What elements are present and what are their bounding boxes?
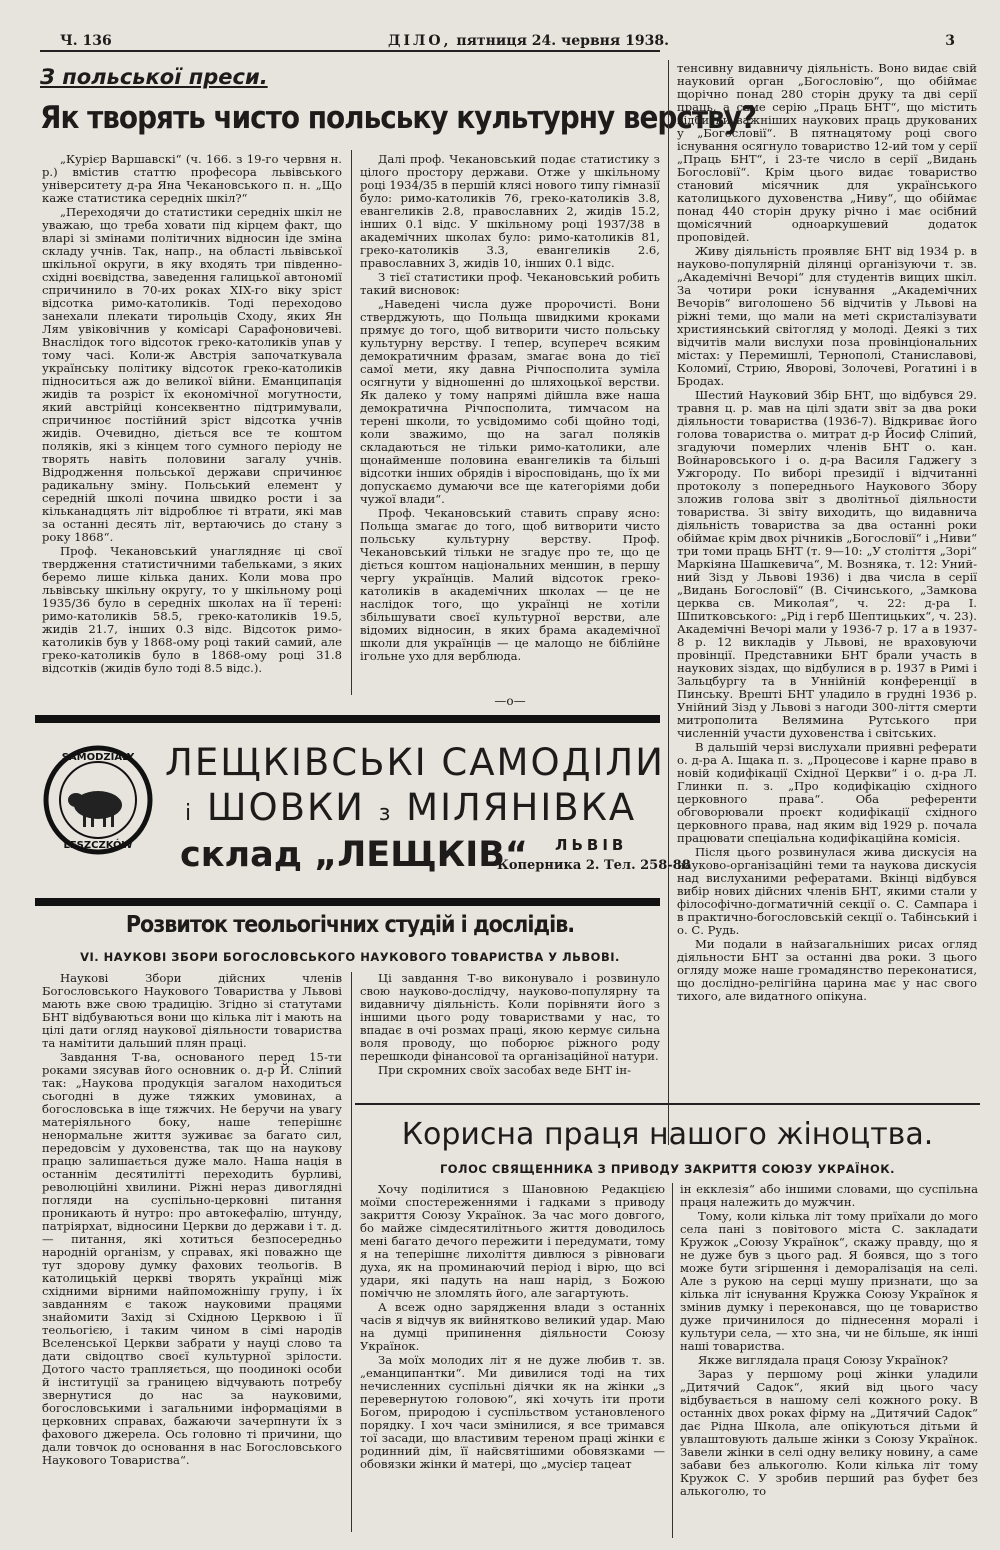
article2-column-2	[360, 972, 660, 1102]
article3-subhead: ГОЛОС СВЯЩЕННИКА З ПРИВОДУ ЗАКРИТТЯ СОЮЗУ УКРАЇНОК.	[439, 1162, 896, 1176]
sheep-seal-logo-icon	[43, 745, 153, 855]
paragraph: При скромних своїх засобах веде БНТ ін-	[378, 1063, 632, 1077]
paragraph: Хочу поділитися з Шановною Редакцією моїми спостереженнями і гадками з приводу закриття Союзу Українок. За час мого довгого, бо майже сімдесятилітнього життя доводилось мені багато дечого пережити і передумати, тому я на теперішнє лихоліття дивлюся з рівноваги духа, як на проминаючий період і вірю, що всі удари, які падуть на наш нарід, з Божою поміччю не зломлять його, але загартують.	[360, 1183, 665, 1300]
article-divider: —о—	[494, 694, 526, 708]
paragraph: Тому, коли кілька літ тому приїхали до мого села пані з повітового міста С. закладати Кружок „Союзу Українок“, скажу правду, що я не дуже був з цього рад. Я боявся, що з того може бути згіршення і деморалізація на селі. Але з рукою на серці мушу признати, що за кілька літ існування Кружка Союзу Українок я змінив думку і переконався, що це товариство дуже причинилося до піднесення моралі і культури села, — хто зна, чи не більше, як інші наші товариства.	[680, 1209, 978, 1353]
svg-text:LESZCZKÓW: LESZCZKÓW	[63, 840, 133, 851]
ad-word: МІЛЯНІВКА	[406, 786, 637, 829]
paragraph: ін екклезія“ або іншими словами, що суспільна праця належить до мужчин.	[680, 1183, 978, 1209]
advertisement	[35, 715, 691, 906]
right-column-continuation	[677, 62, 977, 1140]
article1-column-2	[360, 153, 660, 693]
header-rule	[40, 50, 660, 52]
article1-headline: Як творять чисто польську культурну верству?	[40, 100, 757, 136]
paragraph: Живу діяльність проявляє БНТ від 1934 р. в науково-популярній ділянці організуючи т. зв. „Академічні Вечорі“ для студентів вищих шкіл. За чотири роки існування „Академічних Вечорів“ виголошено 56 відчитів у Львові на ріжні теми, що мали на меті скристалізувати християнський світогляд у молоді. Деякі з тих відчитів мали вислухи поза провінціональних містах: у Перемишлі, Тернополі, Станиславові, Коломиї, Стрию, Яворові, Золочеві, Рогатині і в Бродах.	[677, 244, 977, 388]
paragraph: тенсивну видавничу діяльність. Воно видає свій науковий орган „Богословію“, що обіймає щорічно понад 280 сторін друку та дві серії праць, а саме серію „Праць БНТ“, що містить відбитки важніших наукових праць друкованих у „Богословії“. В пятнацятому році свого існування осягнуло товариство 12-ий том у серії „Праць БНТ“, і 23-те число в серії „Видань Богословії“. Крім цього видає товариство становий місячник для українського католицького духовенства „Ниву“, що обіймає понад 440 сторін друку річно і має осібний щомісячний одноаркушевий додаток проповідей.	[677, 62, 977, 244]
ad-store-name: склад „ЛЕЩКІВ“	[180, 835, 528, 875]
ad-word: ШОВКИ	[206, 786, 365, 829]
paragraph: Шестий Науковий Збір БНТ, що відбувся 29. травня ц. р. мав на цілі здати звіт за два роки діяльности товариства (1936-7). Відкриває його голова товариства о. митрат д-р Йосиф Сліпий, згадуючи померлих членів БНТ о. кан. Войнаровського і о. д-ра Василя Гаджегу з Ужгороду. По виборі президії і відчитанні протоколу з попереднього Наукового Збору зложив голова звіт з дволітньої діяльности товариства. Зі звіту виходить, що видавнича діяльність товариства за два останні роки обіймає крім двох річників „Богословії“ і „Ниви“ три томи праць БНТ (т. 9—10: „У століття „Зорі“ Маркіяна Шашкевича“, М. Возняка, т. 12: Уний-ний Зізд у Львові 1936) і два числа в серії „Видань Богословії“ (В. Січинського, „Замкова церква св. Миколая“, ч. 22: д-ра І. Шпитковського: „Рід і герб Шептицьких“, ч. 23). Академічні Вечорі мали у 1936-7 р. 17 а в 1937-8 р. 12 викладів у Львові, не враховуючи провінції. Представники БНТ брали участь в наукових зіздах, що відбулися в р. 1937 в Римі і Зальцбургу та в Уннійній конференції в Пинську. Врешті БНТ уладило в грудні 1936 р. Унійний Зізд у Львові з нагоди 300-ліття смерти митрополита Велямина Рутського при численній участи духовенства і світських.	[677, 388, 977, 740]
column-rule	[668, 60, 669, 1145]
ad-word: з	[378, 801, 393, 826]
column-rule	[672, 1183, 673, 1538]
article3-headline: Корисна праця нашого жіноцтва.	[401, 1117, 934, 1152]
ad-line-2	[185, 786, 636, 829]
paragraph: Наукові Збори дійсних членів Богословського Наукового Товариства у Львові мають вже свою традицію. Згідно зі статутами БНТ відбуваються вони що кілька літ і мають на цілі дати огляд наукової діяльности товариства та намітити дальший плян праці.	[42, 972, 342, 1050]
masthead-title: ДІЛО,	[388, 33, 452, 49]
paragraph: Якже виглядала праця Союзу Українок?	[698, 1353, 948, 1367]
section-label: З польської преси.	[40, 65, 268, 89]
article-separator-rule	[355, 1103, 980, 1105]
paragraph: З тієї статистики проф. Чекановський робить такий висновок:	[360, 270, 660, 297]
masthead-line	[388, 33, 669, 49]
svg-text:SAMODZIAŁY: SAMODZIAŁY	[61, 752, 135, 763]
article2-subhead: VI. НАУКОВІ ЗБОРИ БОГОСЛОВСЬКОГО НАУКОВОГО ТОВАРИСТВА У ЛЬВОВІ.	[80, 950, 620, 964]
article3-column-2	[680, 1183, 978, 1538]
ad-word: і	[185, 801, 194, 826]
column-rule	[351, 972, 352, 1532]
page-right-number: 3	[945, 33, 955, 49]
paragraph: В дальшій черзі вислухали приявні реферати о. д-ра А. Іщака п. з. „Процесове і карне право в новій кодифікації Східної Церкви“ і о. д-ра Л. Глинки п. з. „Про кодифікацію східного церковного права“. Оба референти обговорювали проєкт кодифікації східного церковного права, над яким від 1929 р. почала працювати спеціальна кодифікаційна комісія.	[677, 740, 977, 845]
article2-column-1	[42, 972, 342, 1532]
column-rule	[351, 150, 352, 695]
paragraph: А всеж одно зарядження влади з останніх часів я відчув як вийнятково великий удар. Маю на думці припинення діяльности Союзу Українок.	[360, 1300, 665, 1353]
page-header	[60, 32, 955, 50]
issue-date: пятниця 24. червня 1938.	[456, 33, 669, 49]
paragraph: „Наведені числа дуже пророчисті. Вони стверджують, що Польща швидкими кроками прямує до того, щоб витворити чисто польську культурну верству. І тепер, всупереч всяким демократичним фразам, змагає вона до тієї самої мети, яку давна Річпосполита зуміла осягнути у відношенні до шляхоцької верстви. Як далеко у тому напрямі дійшла вже наша демократична Річпосполита, тимчасом на терені школи, то усвідомимо собі щойно тоді, коли зважимо, що на загал поляків складаються не тільки римо-католики, але щонайменше половина евангеликів та більші відсотки інших обрядів і віросповідань, що їх ми допускаємо думаючи все ще категоріями доби чужої влади“.	[360, 297, 660, 506]
article1-column-1	[42, 153, 342, 708]
paragraph: Ці завдання Т-во виконувало і розвинуло свою науково-дослідчу, науково-популярну та видавничу діяльність. Коли порівняти його з іншими цього роду товариствами у нас, то впадає в очі розмах праці, якою кермує сильна воля проводу, що поборює ріжного роду перешкоди фінансової та організаційної натури.	[360, 972, 660, 1063]
article2-headline: Розвиток теольогічних студій і дослідів.	[125, 912, 575, 938]
ad-line-1: ЛЕЩКІВСЬКІ САМОДІЛИ	[165, 741, 665, 784]
ad-address: Коперника 2. Тел. 258-88	[497, 858, 691, 873]
paragraph: Завдання Т-ва, основаного перед 15-ти роками зясував його основник о. д-р Й. Сліпий так: „Наукова продукція загалом находиться сьогодні в дуже тяжких умовинах, а богословська в іще тяжчих. Не беручи на увагу матеріяльного боку, наше теперішнє ненормальне життя зуживає за багато сил, передовсім у духовенства, так що на наукову працю залишається дуже мало. Наша нація в останнім десятилітті переходить бурливі, революційні хвилини. Ріжні нераз дивоглядні погляди на суспільно-церковні питання проникають й нутро: про автокефалію, штунду, патріярхат, відносини Церкви до держави і т. д. — питання, які хотиться безпосередньо народній організм, у справах, які поважно ще тут здорову думку фахових теольогів. В католицькій церкві творять українці між східними вірними найпоможнішу групу, і їх завданням є також науковими працями знайомити Захід зі Східною Церквою і її теольогією, і таким чином в сімі народів Вселенської Церкви забрати у науці слово та дати свідоцтво своєї культурної зрілости. Дотого часто трапляється, що поодинокі особи й інституції за границею відчувають потребу звернутися до нас за науковими, богословськими і загальними інформаціями в церковних справах, бажаючи зачерпнути їх з фахового джерела. Ось головно ті причини, що дали товчок до основання в нас Богословського Наукового Товариства“.	[42, 1050, 342, 1467]
ad-city: ЛЬВІВ	[555, 836, 628, 854]
paragraph: Зараз у першому році жінки уладили „Дитячий Садок“, який від цього часу відбувається в нашому селі кожного року. В останніх двох роках фірму на „Дитячий Садок“ дає Рідна Школа, але опікуються дітьми й увлаштовують дальше жінки з Союзу Українок. Завели жінки в селі одну велику новину, а саме забави без алькоголю. Коли кілька літ тому Кружок С. У зробив перший раз буфет без алькоголю, то	[680, 1367, 978, 1498]
paragraph: Проф. Чекановський ставить справу ясно: Польща змагає до того, щоб витворити чисто польську культурну верству. Проф. Чекановський тільки не згадує про те, що це діється коштом національних меншин, в першу чергу українців. Малий відсоток греко-католиків в академічних школах — це не наслідок того, що українці не хотіли збільшувати своєї культурної верстви, але відомих відносин, в яких брама академічної школи для українців — це малощо не біблійне ігольне ухо для верблюда.	[360, 506, 660, 663]
paragraph: Після цього розвинулася жива дискусія на науково-організаційні теми та наукова дискусія над вислуханими рефератами. Вкінці відбувся вибір нових дійсних членів БНТ, якими стали у філософічно-догматичній секції о. С. Сампара і в практично-богословській секції о. Табінський і о. С. Рудь.	[677, 845, 977, 937]
paragraph: За моїх молодих літ я не дуже любив т. зв. „еманципантки“. Ми дивилися тоді на тих нечисленних суспільні діячки як на жінки „з перевернутою головою“, які хочуть іти проти Богом, природою і суспільством установленого порядку. І хоч часи змінилися, я все тримався тої засади, що властивим тереном праці жінки є родинний дім, її найсвятішими обовязками — обовязки жінки й матері, що „мусієр тацеат	[360, 1353, 665, 1471]
paragraph: „Курієр Варшавскі“ (ч. 166. з 19-го червня н. р.) вмістив статтю професора львівського університету д-ра Яна Чекановського п. н. „Що каже статистика середніх шкіл?“	[42, 153, 342, 205]
page-number-label: Ч. 136	[60, 33, 112, 49]
paragraph: Ми подали в найзагальніших рисах огляд діяльности БНТ за останні два роки. З цього огляду може наше громадянство переконатися, що дослідно-релігійна царина має у нас свого тихого, але видатного опікуна.	[677, 937, 977, 1003]
paragraph: Далі проф. Чекановський подає статистику з цілого простору держави. Отже у шкільному році 1934/35 в першій клясі нового типу гімназії було: римо-католиків 76, греко-католиків 3.8, евангеликів 2.8, православних 2, жидів 15.2, інших 0.1 відс. У шкільному році 1937/38 в академічних школах було: римо-католиків 81, греко-католиків 3.3, евангеликів 2.6, православних 3, жидів 10, інших 0.1 відс.	[360, 153, 660, 270]
article3-column-1	[360, 1183, 665, 1538]
paragraph: „Переходячи до статистики середніх шкіл не уважаю, що треба ховати під кірцем факт, що вларі зі змінами політичних відносин іде зміна складу учнів. Так, напр., на області львівської шкільної округи, в яку входять три південно-східні воєвідства, заведення галицької автономії спричинило в 70-их роках XIX-го віку зріст відсотка римо-католиків. Тоді переходово занехали плекати тирольців Сходу, яких Ян Лям увіковічнив у комісарі Сарафоновичеві. Внаслідок того відсоток греко-католиків упав у тому часі. Коли-ж Австрія започаткувала українську політику відсоток греко-католиків підноситься аж до великої війни. Еманципація жидів та розріст їх економічної могутности, який австрійці консеквентно підтримували, спричинює постійний зріст відсотка учнів жидів. Очевидно, діється все те коштом поляків, які з кінцем того сумного періоду не творять навіть половини загалу учнів. Відродження польської держави спричинює радикальну зміну. Польський елемент у середній школі почина швидко рости і за кільканадцять літ відроблює ті втрати, які мав за останні десять літ, вертаючись до стану з року 1868“.	[42, 205, 342, 544]
paragraph: Проф. Чекановський унаглядняє ці свої твердження статистичними табельками, з яких беремо лише кілька даних. Коли мова про львівську шкільну округу, то у шкільному році 1935/36 було в середніх школах на її терені: римо-католиків 58.5, греко-католиків 19.5, жидів 21.7, інших 0.3 відс. Відсоток римо-католиків був у 1868-ому році такий самий, але греко-католиків було в 1868-ому році 31.8 відсотків (жидів було тоді 8.5 відс.).	[42, 544, 342, 675]
